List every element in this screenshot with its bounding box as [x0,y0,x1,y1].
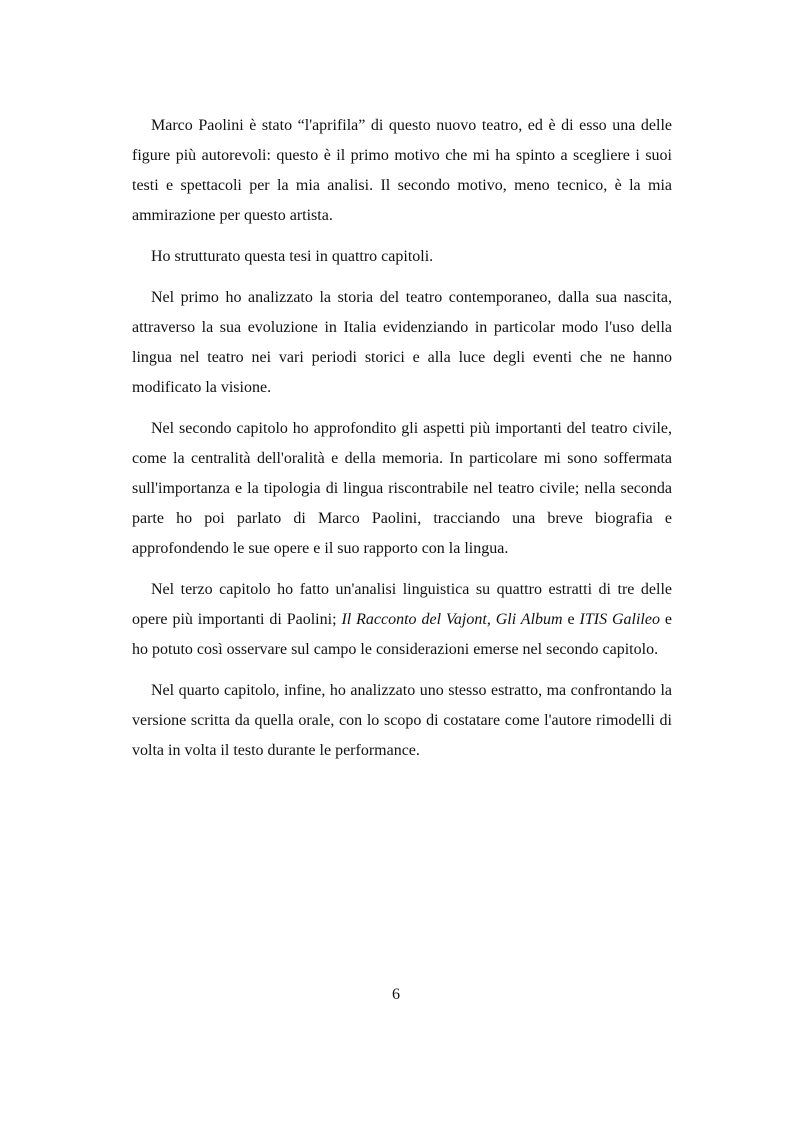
separator-and: e [562,611,580,628]
body-text [132,111,672,777]
paragraph-intro: Marco Paolini è stato “l'aprifila” di questo nuovo teatro, ed è di esso una delle figure più autorevoli: questo è il primo motivo che mi ha spinto a scegliere i suoi testi e spettacoli per la mia analisi. Il secondo motivo, meno tecnico, è la mia ammirazione per questo artista. [132,117,672,224]
paragraph-chapter-four: Nel quarto capitolo, infine, ho analizzato uno stesso estratto, ma confrontando la versione scritta da quella orale, con lo scopo di costatare come l'autore rimodelli di volta in volta il testo durante le performance. [132,682,672,759]
work-title-album: Gli Album [495,611,563,628]
work-title-itis-galileo: ITIS Galileo [579,611,660,628]
paragraph-chapter-three-text-end: e ho potuto così osservare sul campo le considerazioni emerse nel secondo capitolo. [132,611,672,658]
page-number: 6 [392,986,400,1003]
work-title-vajont: Il Racconto del Vajont [341,611,487,628]
separator-comma: , [486,611,496,628]
paragraph-chapter-two: Nel secondo capitolo ho approfondito gli aspetti più importanti del teatro civile, come la centralità dell'oralità e della memoria. In particolare mi sono soffermata sull'importanza e la tipologia di lingua riscontrabile nel teatro civile; nella seconda parte ho poi parlato di Marco Paolini, tracciando una breve biografia e approfondendo le sue opere e il suo rapporto con la lingua. [132,420,672,557]
paragraph-structure: Ho strutturato questa tesi in quattro capitoli. [151,248,434,265]
paragraph-chapter-three-text-start: Nel terzo capitolo ho fatto un'analisi linguistica su quattro estratti di tre delle opere più importanti di Paolini; [132,581,672,628]
paragraph-chapter-one: Nel primo ho analizzato la storia del teatro contemporaneo, dalla sua nascita, attraverso la sua evoluzione in Italia evidenziando in particolar modo l'uso della lingua nel teatro nei vari periodi storici e alla luce degli eventi che ne hanno modificato la visione. [132,289,672,396]
paragraph-chapter-three [132,575,672,665]
